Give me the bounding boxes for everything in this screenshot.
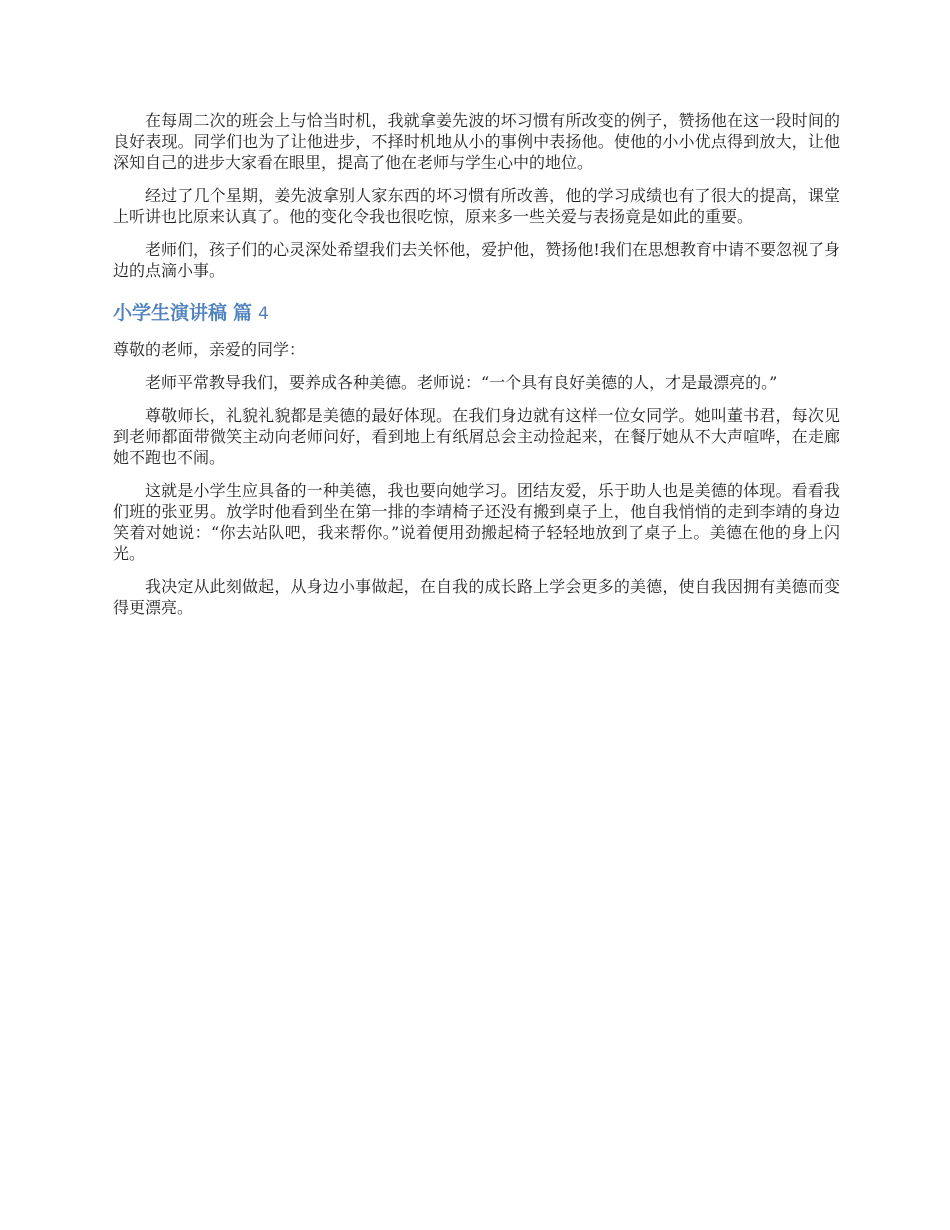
greeting: 尊敬的老师，亲爱的同学： bbox=[113, 340, 306, 359]
paragraph: 老师平常教导我们，要养成各种美德。老师说：“一个具有良好美德的人，才是最漂亮的。” bbox=[145, 373, 778, 392]
heading-number: 4 bbox=[258, 304, 269, 324]
section-heading bbox=[113, 300, 840, 327]
paragraph: 在每周二次的班会上与恰当时机，我就拿姜先波的坏习惯有所改变的例子，赞扬他在这一段时间的良好表现。同学们也为了让他进步，不择时机地从小的事例中表扬他。使他的小小优点得到放大，让他深知自己的进步大家看在眼里，提高了他在老师与学生心中的地位。 bbox=[113, 111, 840, 172]
paragraph: 老师们，孩子们的心灵深处希望我们去关怀他，爱护他，赞扬他!我们在思想教育中请不要忽视了身边的点滴小事。 bbox=[113, 240, 840, 280]
heading-title: 小学生演讲稿 bbox=[113, 302, 228, 324]
paragraph: 我决定从此刻做起，从身边小事做起，在自我的成长路上学会更多的美德，使自我因拥有美德而变得更漂亮。 bbox=[113, 577, 840, 617]
document-page bbox=[113, 110, 840, 630]
paragraph: 这就是小学生应具备的一种美德，我也要向她学习。团结友爱，乐于助人也是美德的体现。看看我们班的张亚男。放学时他看到坐在第一排的李靖椅子还没有搬到桌子上，他自我悄悄的走到李靖的身边笑着对她说：“你去站队吧，我来帮你。”说着便用劲搬起椅子轻轻地放到了桌子上。美德在他的身上闪光。 bbox=[113, 481, 840, 563]
paragraph: 尊敬师长，礼貌礼貌都是美德的最好体现。在我们身边就有这样一位女同学。她叫董书君，每次见到老师都面带微笑主动向老师问好，看到地上有纸屑总会主动捡起来，在餐厅她从不大声喧哗，在走廊她不跑也不闹。 bbox=[113, 406, 840, 467]
heading-part: 篇 bbox=[233, 302, 253, 324]
paragraph: 经过了几个星期，姜先波拿别人家东西的坏习惯有所改善，他的学习成绩也有了很大的提高，课堂上听讲也比原来认真了。他的变化令我也很吃惊，原来多一些关爱与表扬竟是如此的重要。 bbox=[113, 186, 840, 226]
